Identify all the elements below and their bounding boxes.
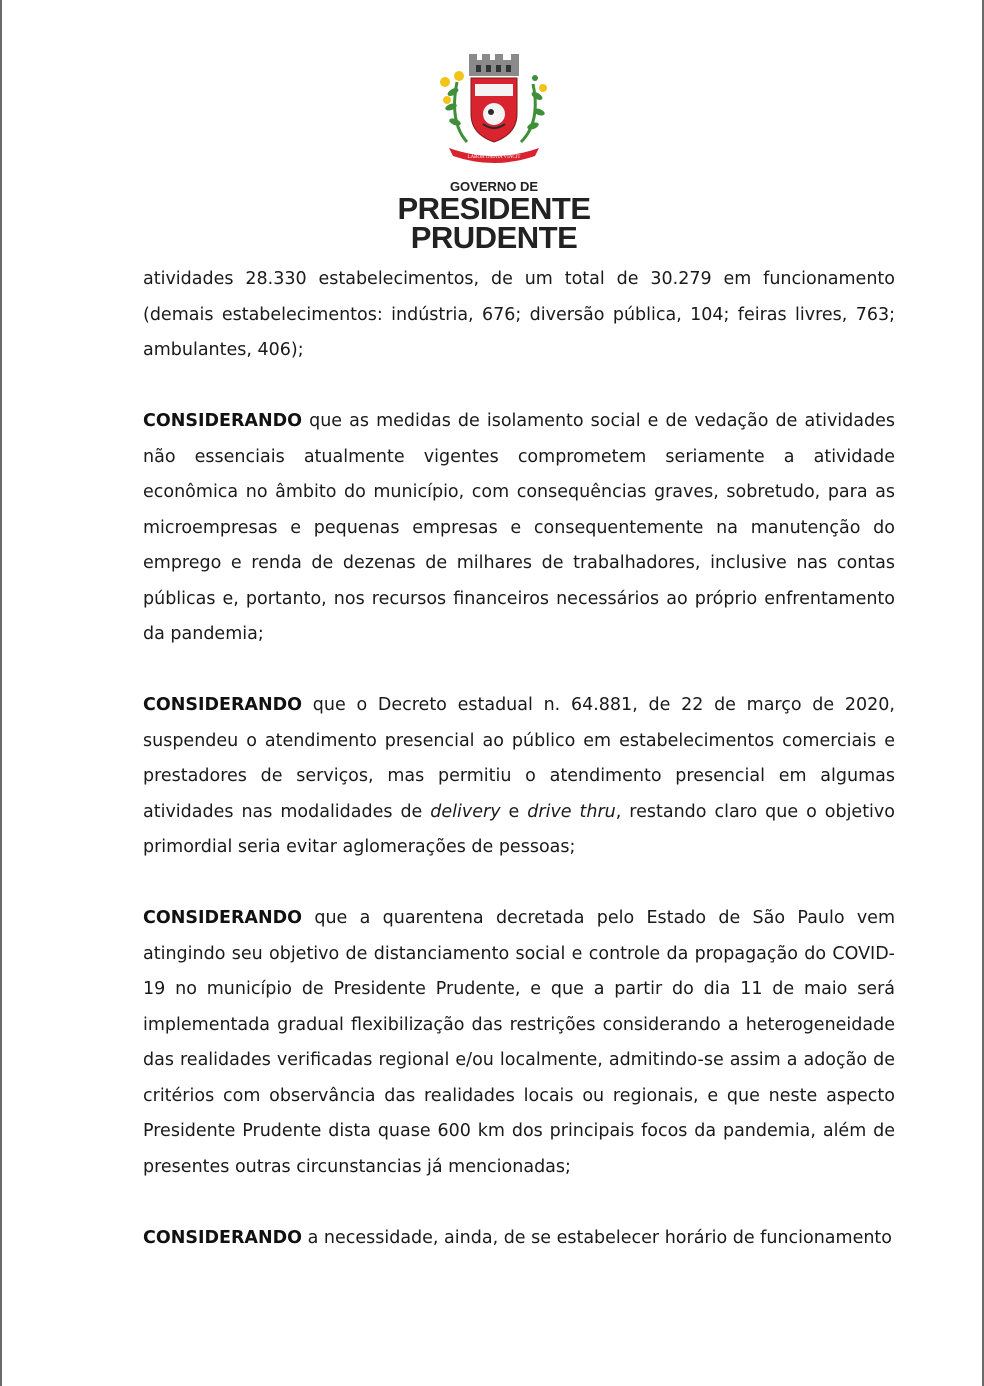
coffee-branch-icon — [440, 71, 467, 142]
government-label: GOVERNO DE — [449, 179, 539, 194]
italic-term-drive-thru: drive thru — [527, 801, 616, 822]
paragraph-text: a necessidade, ainda, de se estabelecer horário de funcionamento — [302, 1227, 892, 1248]
paragraph-considerando-4 — [143, 1221, 895, 1257]
city-name-line-2: PRUDENTE — [410, 220, 578, 255]
letterhead — [2, 52, 984, 255]
paragraph-considerando-1 — [143, 404, 895, 653]
paragraph-text: que o Decreto estadual n. 64.881, de 22 de março de 2020, suspendeu o atendimento presencial ao público em estabelecimentos comerciais e prestadores de serviços, mas permitiu o atendimento presencial em algumas atividades nas modalidades de — [143, 695, 895, 822]
crest-motto: LABOR OMNIA VINCIT — [467, 155, 521, 160]
paragraph-considerando-3 — [143, 901, 895, 1185]
cotton-branch-icon — [521, 75, 547, 142]
paragraph-text: que a quarentena decretada pelo Estado de São Paulo vem atingindo seu objetivo de distanciamento social e controle da propagação do COVID-19 no município de Presidente Prudente, e que a partir do dia 11 de maio será implementada gradual flexibilização das restrições considerando a heterogeneidade das realidades verificadas regional e/ou localmente, admitindo-se assim a adoção de critérios com observância das realidades locais ou regionais, e que neste aspecto Presidente Prudente dista quase 600 km dos principais focos da pandemia, além de presentes outras circunstancias já mencionadas; — [143, 908, 895, 1177]
considerando-label: CONSIDERANDO — [143, 695, 303, 715]
paragraph-considerando-2 — [143, 688, 895, 866]
crown-icon — [469, 54, 519, 76]
considerando-label: CONSIDERANDO — [143, 908, 303, 928]
document-body — [143, 262, 895, 1292]
considerando-label: CONSIDERANDO — [143, 411, 303, 431]
city-name-line-1: PRESIDENTE — [397, 191, 591, 226]
paragraph-text: atividades 28.330 estabelecimentos, de um total de 30.279 em funcionamento (demais estabelecimentos: indústria, 676; diversão pública, 104; feiras livres, 763; ambulantes, 406); — [143, 269, 895, 360]
paragraph-text: , restando claro que o objetivo primordial seria evitar aglomerações de pessoas; — [143, 801, 895, 857]
municipal-coat-of-arms-icon — [429, 52, 559, 164]
italic-term-delivery: delivery — [430, 801, 501, 822]
paragraph-text: e — [500, 801, 528, 822]
paragraph-text: que as medidas de isolamento social e de vedação de atividades não essenciais atualmente vigentes comprometem seriamente a atividade econômica no âmbito do município, com consequências graves, sobretudo, para as microempresas e pequenas empresas e consequentemente na manutenção do emprego e renda de dezenas de milhares de trabalhadores, inclusive nas contas públicas e, portanto, nos recursos financeiros necessários ao próprio enfrentamento da pandemia; — [143, 411, 895, 644]
paragraph-continuation — [143, 262, 895, 369]
considerando-label: CONSIDERANDO — [143, 1227, 303, 1248]
